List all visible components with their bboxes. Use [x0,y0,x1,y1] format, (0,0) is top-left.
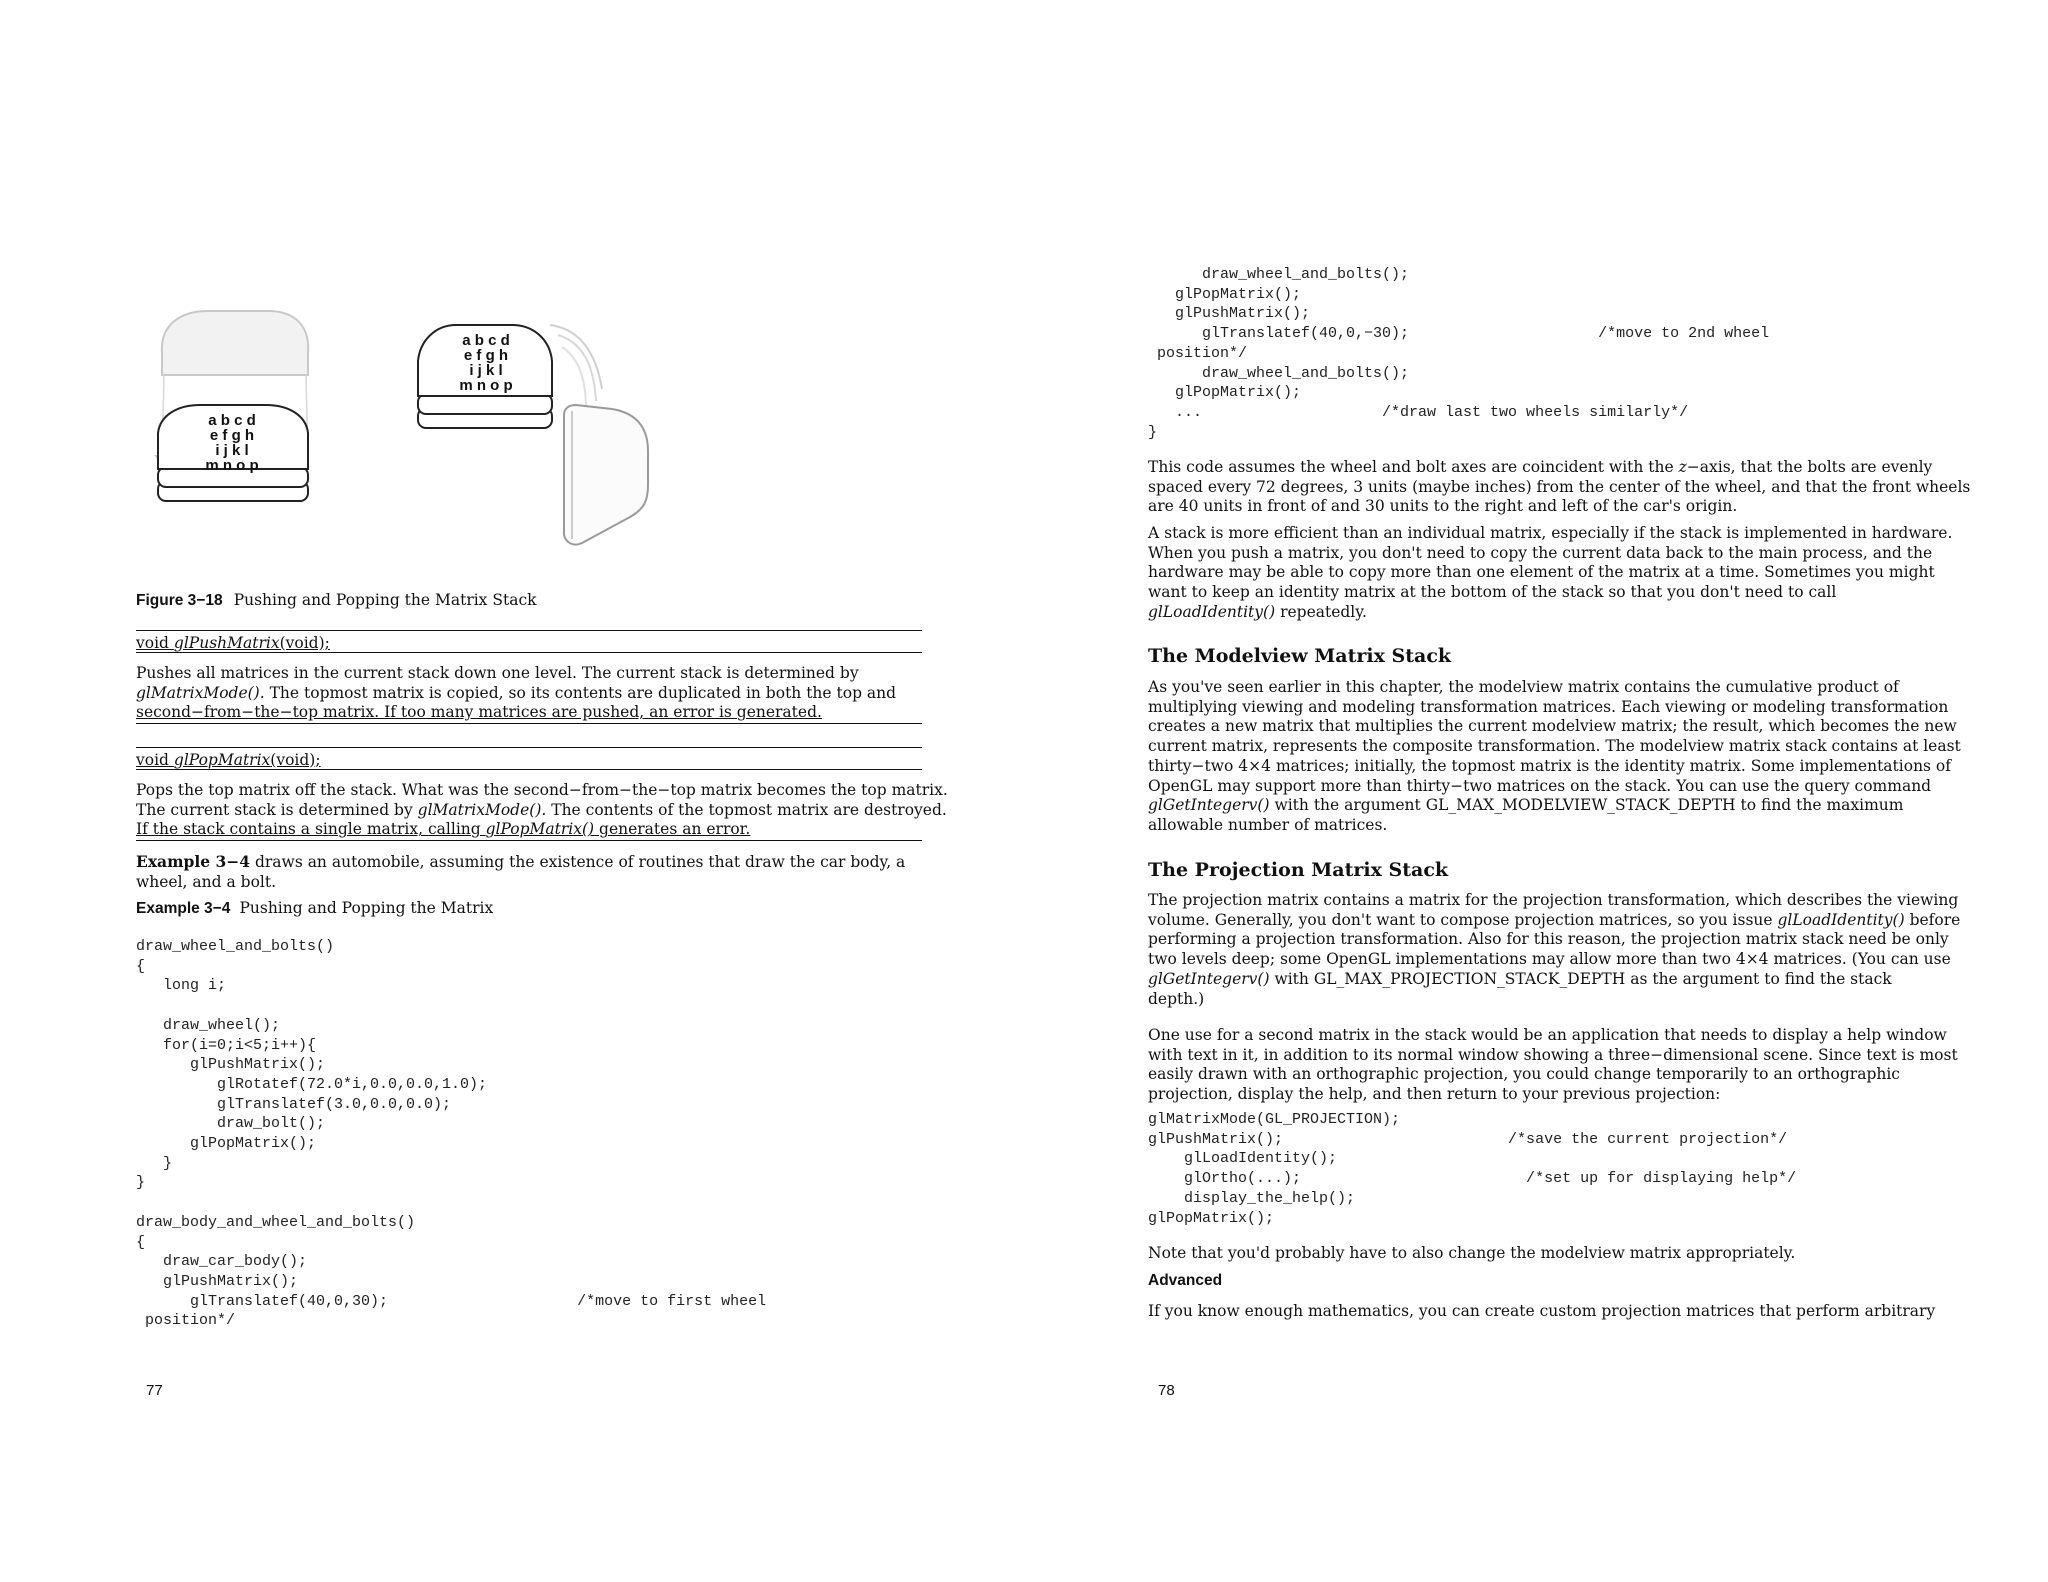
paragraph [1148,891,1960,1009]
text-line: hardware may be able to copy more than one element of the matrix at a time. Sometimes you might [1148,563,1935,582]
letters-row-2: e f g h [209,427,255,444]
text-line: two levels deep; some OpenGL implementations may allow more than two 4×4 matrices. (You can use [1148,950,1951,969]
function-ref: glMatrixMode(). [136,683,265,702]
text-span: This code assumes the wheel and bolt axes are coincident with the [1148,458,1679,476]
text-line: wheel, and a bolt. [136,872,277,891]
example-intro [136,852,905,892]
section-heading-projection: The Projection Matrix Stack [1148,859,1449,881]
code-listing-projection: glMatrixMode(GL_PROJECTION); glPushMatrix(); /*save the current projection*/ glLoadIdentity(); glOrtho(...); /*set up for displaying help*/ display_the_help(); glPopMatrix(); [1148,1111,1797,1227]
text-line: projection, display the help, and then return to your previous projection: [1148,1085,1721,1104]
letters-row-2-right: e f g h [463,347,509,364]
paragraph [1148,678,1961,836]
text-span: draws an automobile, assuming the existence of routines that draw the car body, a [250,853,906,871]
letters-row-3-right: i j k l [469,362,503,379]
text-line: easily drawn with an orthographic projection, you could change temporarily to an orthographic [1148,1065,1900,1084]
example-ref: Example 3−4 [136,852,251,871]
text-line: with text in it, in addition to its normal window showing a three−dimensional scene. Since text is most [1148,1045,1958,1064]
function-ref: glLoadIdentity() [1777,910,1905,929]
letters-row-1: a b c d [208,412,256,429]
text-span: with the argument GL_MAX_MODELVIEW_STACK_DEPTH to find the maximum [1269,796,1904,815]
text-line: want to keep an identity matrix at the bottom of the stack so that you don't need to call [1148,583,1837,602]
text-line [136,684,896,704]
right-page [1024,0,2048,1582]
text-line: As you've seen earlier in this chapter, the modelview matrix contains the cumulative product of [1148,678,1899,696]
text-line [1148,458,1970,478]
text-line: The projection matrix contains a matrix for the projection transformation, which describes the viewing [1148,891,1959,909]
section-heading-modelview: The Modelview Matrix Stack [1148,645,1452,667]
text-span: with GL_MAX_PROJECTION_STACK_DEPTH as the argument to find the stack [1269,969,1892,988]
function-ref: glPopMatrix() [485,820,595,839]
text-line [1148,796,1961,816]
figure-caption [136,590,537,611]
text-span: The topmost matrix is copied, so its contents are duplicated in both the top and [264,683,897,702]
text-line: creates a new matrix that multiplies the current modelview matrix; the result, which becomes the new [1148,717,1957,736]
example-title-text: Pushing and Popping the Matrix [239,899,494,917]
text-span: before [1904,910,1961,929]
page-number: 77 [146,1382,163,1399]
signature-args: (void); [279,634,330,652]
figure-caption-text: Pushing and Popping the Matrix Stack [233,591,537,609]
letters-row-4-right: m n o p [459,377,513,394]
text-line: multiplying viewing and modeling transformation matrices. Each viewing or modeling transformation [1148,697,1949,716]
signature-function-name: glPushMatrix [173,634,280,652]
push-signature [136,634,330,654]
divider-rule [136,840,922,841]
text-span: −axis, that the bolts are evenly [1686,458,1933,476]
code-listing: draw_wheel_and_bolts() { long i; draw_wheel(); for(i=0;i<5;i++){ glPushMatrix(); glRotatef(72.0*i,0.0,0.0,1.0); glTranslatef(3.0,0.0,0.0); draw_bolt(); glPopMatrix(); } } draw_body_and_wheel_and_bolts() { draw_car_body(); glPushMatrix(); glTranslatef(40,0,30); /*move to first wheel position*/ [136,938,767,1330]
divider-rule [136,652,922,653]
matrix-stack-figure [150,305,670,550]
page-number: 78 [1158,1382,1175,1399]
text-line: When you push a matrix, you don't need to copy the current data back to the main process, and the [1148,543,1933,562]
paragraph [1148,1026,1958,1105]
divider-rule [136,630,922,631]
example-title [136,898,493,919]
text-line [1148,970,1960,990]
text-line [1148,911,1960,931]
text-line [136,852,905,873]
text-line: Pops the top matrix off the stack. What was the second−from−the−top matrix becomes the top matrix. [136,781,948,799]
pop-signature [136,751,321,771]
letters-row-3: i j k l [215,442,249,459]
code-listing-continued: draw_wheel_and_bolts(); glPopMatrix(); glPushMatrix(); glTranslatef(40,0,−30); /*move to 2nd wheel position*/ draw_wheel_and_bolts(); glPopMatrix(); ... /*draw last two wheels similarly*/ } [1148,266,1770,441]
text-line [1148,603,1952,623]
advanced-text: If you know enough mathematics, you can create custom projection matrices that perform arbitrary [1148,1302,1936,1320]
paragraph [1148,458,1970,517]
text-span: The current stack is determined by [136,800,418,819]
text-line: OpenGL may support more than thirty−two matrices on the stack. You can use the query command [1148,776,1932,795]
signature-void: void [136,634,169,652]
advanced-label: Advanced [1148,1272,1223,1289]
figure-label: Figure 3−18 [136,592,223,609]
function-ref: glGetIntegerv() [1148,969,1270,988]
text-line: A stack is more efficient than an individual matrix, especially if the stack is implemented in hardware. [1148,524,1953,542]
push-description [136,664,896,723]
text-span: volume. Generally, you don't want to compose projection matrices, so you issue [1148,910,1778,929]
text-line: Pushes all matrices in the current stack down one level. The current stack is determined by [136,664,859,682]
text-span: If the stack contains a single matrix, calling [136,820,486,839]
text-line: current matrix, represents the composite transformation. The modelview matrix stack contains at least [1148,737,1961,756]
text-line: thirty−two 4×4 matrices; initially, the topmost matrix is the identity matrix. Some implementations of [1148,756,1952,775]
signature-function-name: glPopMatrix [173,751,271,769]
axis-ref: z [1678,458,1687,476]
function-ref: glLoadIdentity() [1148,602,1276,621]
text-span: repeatedly. [1275,602,1367,621]
text-line: depth.) [1148,989,1205,1008]
text-span: generates an error. [594,820,751,839]
pop-description [136,781,948,840]
signature-void: void [136,751,169,769]
text-line: One use for a second matrix in the stack would be an application that needs to display a help window [1148,1026,1947,1044]
text-line [136,801,948,821]
letters-row-4: m n o p [205,457,259,474]
text-line [136,820,948,840]
text-line: second−from−the−top matrix. If too many matrices are pushed, an error is generated. [136,703,822,722]
divider-rule [136,723,922,724]
text-line: performing a projection transformation. Also for this reason, the projection matrix stack need be only [1148,930,1949,949]
example-label: Example 3−4 [136,900,231,917]
text-line: spaced every 72 degrees, 3 units (maybe inches) from the center of the wheel, and that the front wheels [1148,477,1971,496]
text-span: The contents of the topmost matrix are destroyed. [546,800,947,819]
divider-rule [136,747,922,748]
function-ref: glGetIntegerv() [1148,796,1270,815]
note-text: Note that you'd probably have to also change the modelview matrix appropriately. [1148,1244,1796,1262]
signature-args: (void); [270,751,321,769]
paragraph [1148,524,1952,623]
function-ref: glMatrixMode(). [417,800,547,819]
divider-rule [136,769,922,770]
letters-row-1-right: a b c d [462,332,510,349]
text-line: are 40 units in front of and 30 units to the right and left of the car's origin. [1148,497,1738,516]
text-line: allowable number of matrices. [1148,815,1388,834]
